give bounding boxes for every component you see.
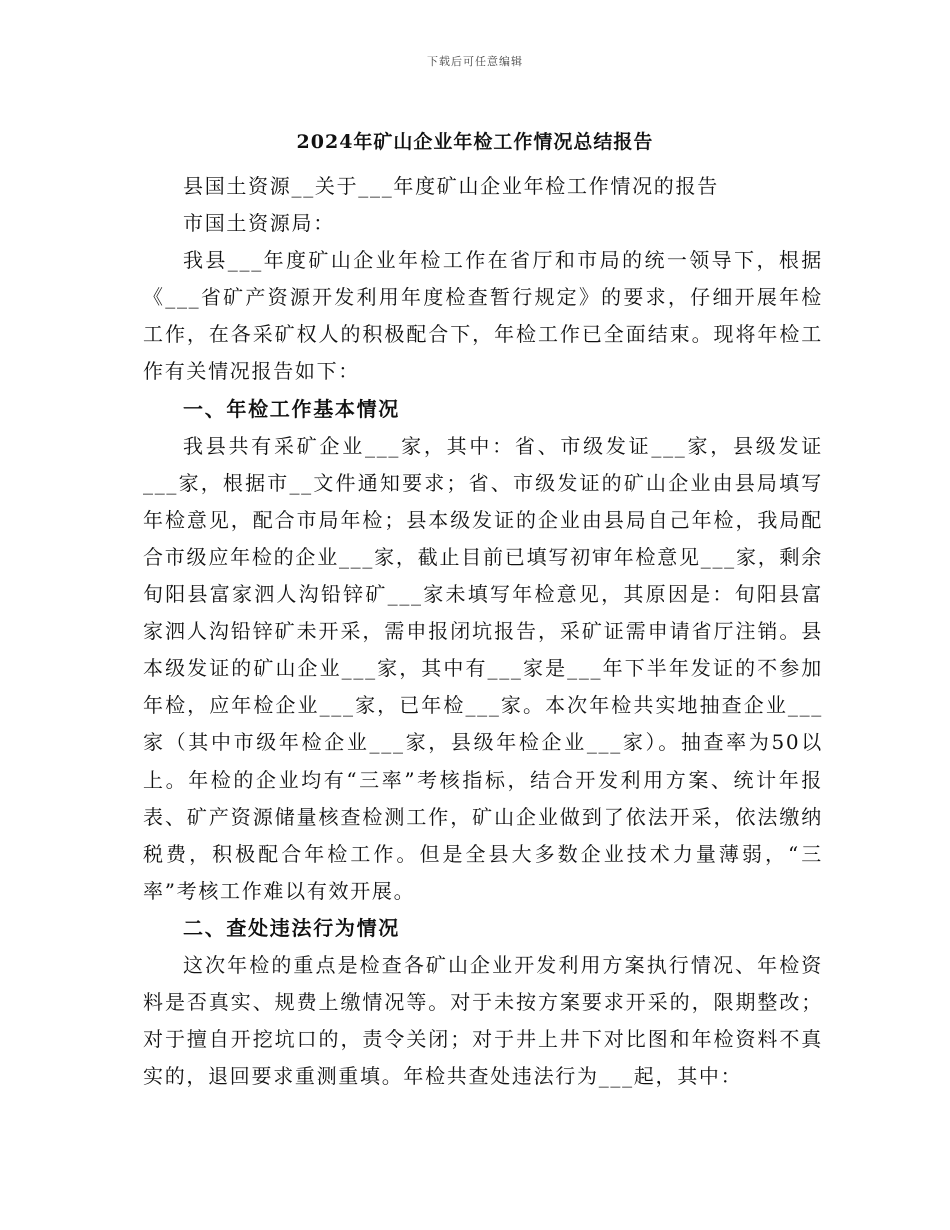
document-title: 2024年矿山企业年检工作情况总结报告 xyxy=(296,131,654,153)
document-body xyxy=(143,168,823,1095)
section-heading-2: 二、查处违法行为情况 xyxy=(183,915,400,940)
intro-paragraph: 我县___年度矿山企业年检工作在省厅和市局的统一领导下，根据《___省矿产资源开发利用年度检查暂行规定》的要求，仔细开展年检工作，在各采矿权人的积极配合下，年检工作已全面结束。现将年检工作有关情况报告如下： xyxy=(143,248,823,384)
section-2-paragraph: 这次年检的重点是检查各矿山企业开发利用方案执行情况、年检资料是否真实、规费上缴情况等。对于未按方案要求开采的，限期整改；对于擅自开挖坑口的，责令关闭；对于井上井下对比图和年检资料不真实的，退回要求重测重填。年检共查处违法行为___起，其中： xyxy=(143,952,823,1089)
section-heading-1: 一、年检工作基本情况 xyxy=(183,396,400,421)
section-1-paragraph: 我县共有采矿企业___家，其中：省、市级发证___家，县级发证___家，根据市__文件通知要求；省、市级发证的矿山企业由县局填写年检意见，配合市局年检；县本级发证的企业由县局自己年检，我局配合市级应年检的企业___家，截止目前已填写初审年检意见___家，剩余旬阳县富家泗人沟铅锌矿___家未填写年检意见，其原因是：旬阳县富家泗人沟铅锌矿未开采，需申报闭坑报告，采矿证需申请省厅注销。县本级发证的矿山企业___家，其中有___家是___年下半年发证的不参加年检，应年检企业___家，已年检___家。本次年检共实地抽查企业___家（其中市级年检企业___家，县级年检企业___家）。抽查率为50以上。年检的企业均有“三率”考核指标，结合开发利用方案、统计年报表、矿产资源储量核查检测工作，矿山企业做到了依法开采，依法缴纳税费，积极配合年检工作。但是全县大多数企业技术力量薄弱，“三率”考核工作难以有效开展。 xyxy=(143,433,823,903)
recipient-line: 市国土资源局： xyxy=(183,211,335,236)
report-subtitle: 县国土资源__关于___年度矿山企业年检工作情况的报告 xyxy=(183,174,719,198)
page-header: 下载后可任意编辑 xyxy=(427,55,523,68)
